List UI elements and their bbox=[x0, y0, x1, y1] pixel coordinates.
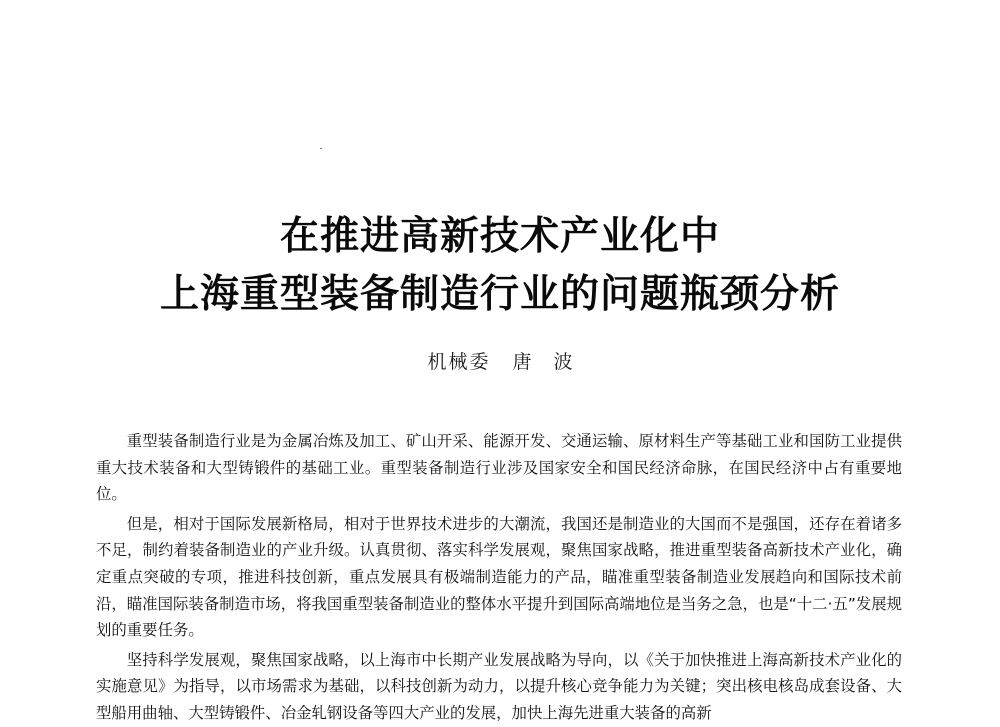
title-line-1: 在推进高新技术产业化中 bbox=[279, 213, 720, 259]
paragraph: 重型装备制造行业是为金属冶炼及加工、矿山开采、能源开发、交通运输、原材料生产等基础工业和国防工业提供重大技术装备和大型铸锻件的基础工业。重型装备制造行业涉及国家安全和国民经济命脉，在国民经济中占有重要地位。 bbox=[96, 432, 902, 504]
byline bbox=[0, 348, 1000, 376]
author-name: 唐波 bbox=[512, 351, 595, 373]
author-department: 机械委 bbox=[427, 351, 491, 373]
title-line-2: 上海重型装备制造行业的问题瓶颈分析 bbox=[159, 271, 840, 317]
scan-speck bbox=[320, 148, 322, 149]
paragraph: 但是，相对于国际发展新格局，相对于世界技术进步的大潮流，我国还是制造业的大国而不是强国，还存在着诸多不足，制约着装备制造业的产业升级。认真贯彻、落实科学发展观，聚焦国家战略，推进重型装备高新技术产业化，确定重点突破的专项，推进科技创新，重点发展具有极端制造能力的产品，瞄准重型装备制造业发展趋向和国际技术前沿，瞄准国际装备制造市场，将我国重型装备制造业的整体水平提升到国际高端地位是当务之急，也是“十二·五”发展规划的重要任务。 bbox=[96, 514, 902, 640]
body-text bbox=[96, 428, 902, 727]
paragraph: 坚持科学发展观，聚焦国家战略，以上海市中长期产业发展战略为导向，以《关于加快推进上海高新技术产业化的实施意见》为指导，以市场需求为基础，以科技创新为动力，以提升核心竞争能力为关键；突出核电核岛成套设备、大型船用曲轴、大型铸锻件、冶金轧钢设备等四大产业的发展，加快上海先进重大装备的高新 bbox=[96, 650, 902, 722]
